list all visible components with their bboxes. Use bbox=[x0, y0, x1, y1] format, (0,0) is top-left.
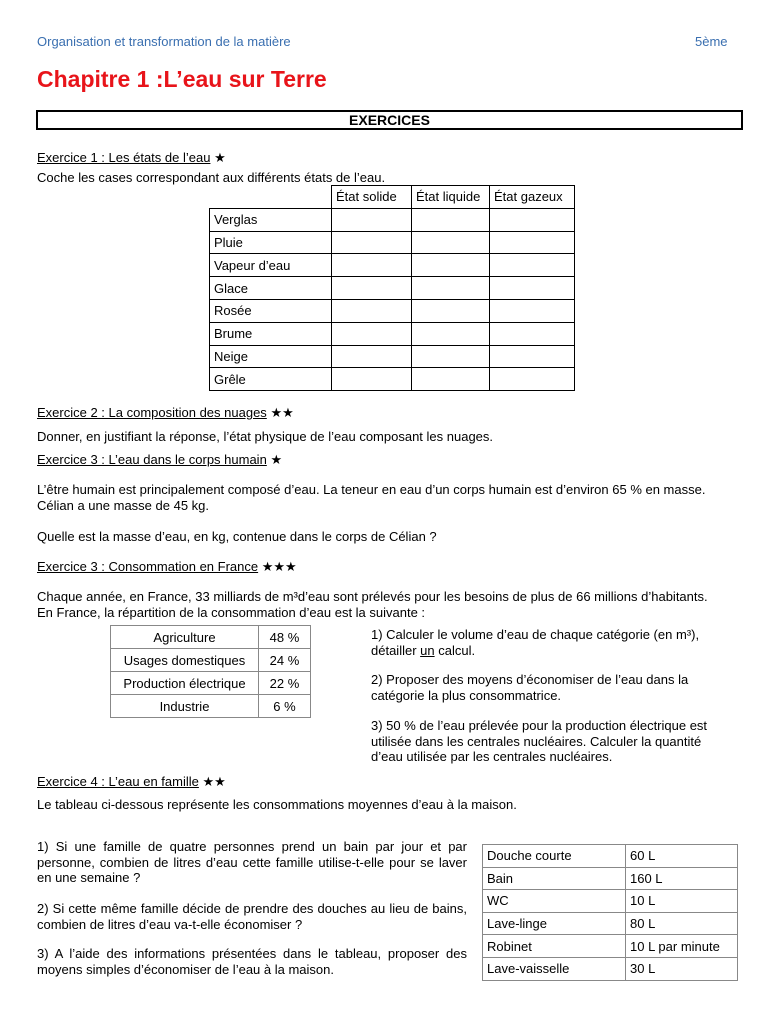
ex4-question-3: 3) A l’aide des informations présentées dans le tableau, proposer des moyens simples d’économiser de l’eau à la maison. bbox=[37, 946, 467, 977]
volume-cell: 10 L bbox=[626, 890, 738, 913]
table-row bbox=[210, 368, 575, 391]
q1-after: calcul. bbox=[434, 642, 476, 658]
ex1-instruction: Coche les cases correspondant aux différents états de l’eau. bbox=[37, 170, 386, 185]
ex3a-question: Quelle est la masse d’eau, en kg, contenue dans le corps de Célian ? bbox=[37, 529, 437, 544]
checkbox-cell[interactable] bbox=[332, 231, 412, 254]
activity-cell: Douche courte bbox=[483, 845, 626, 868]
subject-header: Organisation et transformation de la matière bbox=[37, 34, 291, 49]
chapter-title: Chapitre 1 :L’eau sur Terre bbox=[37, 66, 327, 92]
section-label: EXERCICES bbox=[36, 110, 743, 130]
table-row bbox=[111, 649, 311, 672]
ex3b-title: Exercice 3 : Consommation en France bbox=[37, 559, 259, 574]
difficulty-stars: ★ bbox=[270, 452, 283, 467]
ex2-text: Donner, en justifiant la réponse, l’état physique de l’eau composant les nuages. bbox=[37, 429, 494, 444]
level-header: 5ème bbox=[695, 34, 728, 49]
checkbox-cell[interactable] bbox=[332, 299, 412, 322]
table-row bbox=[210, 231, 575, 254]
category-cell: Usages domestiques bbox=[111, 649, 259, 672]
ex4-title: Exercice 4 : L’eau en famille bbox=[37, 774, 199, 789]
checkbox-cell[interactable] bbox=[332, 254, 412, 277]
column-header: État solide bbox=[332, 186, 412, 209]
checkbox-cell[interactable] bbox=[332, 277, 412, 300]
ex3a-heading bbox=[37, 452, 282, 468]
activity-cell: Robinet bbox=[483, 935, 626, 958]
checkbox-cell[interactable] bbox=[490, 277, 575, 300]
checkbox-cell[interactable] bbox=[412, 345, 490, 368]
ex2-title: Exercice 2 : La composition des nuages bbox=[37, 405, 267, 420]
checkbox-cell[interactable] bbox=[412, 299, 490, 322]
volume-cell: 80 L bbox=[626, 912, 738, 935]
activity-cell: Bain bbox=[483, 867, 626, 890]
checkbox-cell[interactable] bbox=[490, 208, 575, 231]
q1-before: 1) Calculer le volume d’eau de chaque catégorie (en m³), détailler bbox=[371, 627, 700, 658]
ex3b-question-3: 3) 50 % de l’eau prélevée pour la production électrique est utilisée dans les centrales nucléaires. Calculer la quantité d’eau utilisée par les centrales nucléaires. bbox=[371, 718, 708, 764]
table-row bbox=[483, 845, 738, 868]
table-row bbox=[111, 672, 311, 695]
ex4-question-1: 1) Si une famille de quatre personnes prend un bain par jour et par personne, combien de litres d’eau cette famille utilise-t-elle pour se laver en une semaine ? bbox=[37, 839, 467, 885]
table-row bbox=[210, 208, 575, 231]
table-row bbox=[483, 890, 738, 913]
states-table bbox=[209, 185, 575, 391]
table-row bbox=[483, 935, 738, 958]
row-label: Glace bbox=[210, 277, 332, 300]
volume-cell: 160 L bbox=[626, 867, 738, 890]
ex3a-title: Exercice 3 : L’eau dans le corps humain bbox=[37, 452, 267, 467]
percent-cell: 6 % bbox=[259, 695, 311, 718]
percent-cell: 48 % bbox=[259, 626, 311, 649]
activity-cell: Lave-linge bbox=[483, 912, 626, 935]
checkbox-cell[interactable] bbox=[490, 231, 575, 254]
checkbox-cell[interactable] bbox=[490, 368, 575, 391]
checkbox-cell[interactable] bbox=[412, 368, 490, 391]
table-row bbox=[210, 299, 575, 322]
row-label: Neige bbox=[210, 345, 332, 368]
table-row bbox=[483, 957, 738, 980]
activity-cell: WC bbox=[483, 890, 626, 913]
checkbox-cell[interactable] bbox=[332, 345, 412, 368]
checkbox-cell[interactable] bbox=[412, 208, 490, 231]
checkbox-cell[interactable] bbox=[412, 231, 490, 254]
checkbox-cell[interactable] bbox=[412, 254, 490, 277]
checkbox-cell[interactable] bbox=[490, 254, 575, 277]
row-label: Rosée bbox=[210, 299, 332, 322]
ex3b-question-1 bbox=[371, 627, 736, 658]
column-header: État liquide bbox=[412, 186, 490, 209]
category-cell: Industrie bbox=[111, 695, 259, 718]
checkbox-cell[interactable] bbox=[490, 299, 575, 322]
row-label: Vapeur d’eau bbox=[210, 254, 332, 277]
difficulty-stars: ★★ bbox=[270, 405, 294, 420]
ex4-intro: Le tableau ci-dessous représente les consommations moyennes d’eau à la maison. bbox=[37, 797, 517, 812]
category-cell: Agriculture bbox=[111, 626, 259, 649]
checkbox-cell[interactable] bbox=[490, 322, 575, 345]
checkbox-cell[interactable] bbox=[332, 208, 412, 231]
difficulty-stars: ★ bbox=[214, 150, 226, 165]
ex3b-text: Chaque année, en France, 33 milliards de m³d’eau sont prélevés pour les besoins de plus de 66 millions d’habitants. En France, la répartition de la consommation d’eau est la suivante : bbox=[37, 589, 708, 620]
table-row bbox=[111, 695, 311, 718]
ex4-heading bbox=[37, 774, 226, 790]
home-consumption-table bbox=[482, 844, 738, 981]
ex1-heading bbox=[37, 150, 226, 166]
row-label: Pluie bbox=[210, 231, 332, 254]
row-label: Brume bbox=[210, 322, 332, 345]
volume-cell: 60 L bbox=[626, 845, 738, 868]
table-row bbox=[210, 277, 575, 300]
table-header-row bbox=[210, 186, 575, 209]
activity-cell: Lave-vaisselle bbox=[483, 957, 626, 980]
ex2-heading bbox=[37, 405, 294, 421]
consumption-table bbox=[110, 625, 311, 718]
column-header: État gazeux bbox=[490, 186, 575, 209]
checkbox-cell[interactable] bbox=[412, 277, 490, 300]
percent-cell: 22 % bbox=[259, 672, 311, 695]
volume-cell: 10 L par minute bbox=[626, 935, 738, 958]
ex4-question-2: 2) Si cette même famille décide de prendre des douches au lieu de bains, combien de litres d’eau va-t-elle économiser ? bbox=[37, 901, 467, 932]
percent-cell: 24 % bbox=[259, 649, 311, 672]
table-row bbox=[210, 254, 575, 277]
empty-corner-cell bbox=[210, 186, 332, 209]
checkbox-cell[interactable] bbox=[332, 368, 412, 391]
ex3a-text: L’être humain est principalement composé d’eau. La teneur en eau d’un corps humain est d’environ 65 % en masse. Célian a une masse de 45 kg. bbox=[37, 482, 706, 513]
ex3b-heading bbox=[37, 559, 297, 575]
q1-underlined: un bbox=[420, 642, 435, 658]
difficulty-stars: ★★ bbox=[202, 774, 226, 789]
category-cell: Production électrique bbox=[111, 672, 259, 695]
table-row bbox=[210, 345, 575, 368]
volume-cell: 30 L bbox=[626, 957, 738, 980]
row-label: Verglas bbox=[210, 208, 332, 231]
checkbox-cell[interactable] bbox=[412, 322, 490, 345]
table-row bbox=[483, 867, 738, 890]
checkbox-cell[interactable] bbox=[490, 345, 575, 368]
checkbox-cell[interactable] bbox=[332, 322, 412, 345]
table-row bbox=[210, 322, 575, 345]
ex3b-question-2: 2) Proposer des moyens d’économiser de l’eau dans la catégorie la plus consommatrice. bbox=[371, 672, 689, 703]
row-label: Grêle bbox=[210, 368, 332, 391]
table-row bbox=[483, 912, 738, 935]
ex1-title: Exercice 1 : Les états de l’eau bbox=[37, 150, 211, 165]
difficulty-stars: ★★★ bbox=[261, 559, 297, 574]
table-row bbox=[111, 626, 311, 649]
